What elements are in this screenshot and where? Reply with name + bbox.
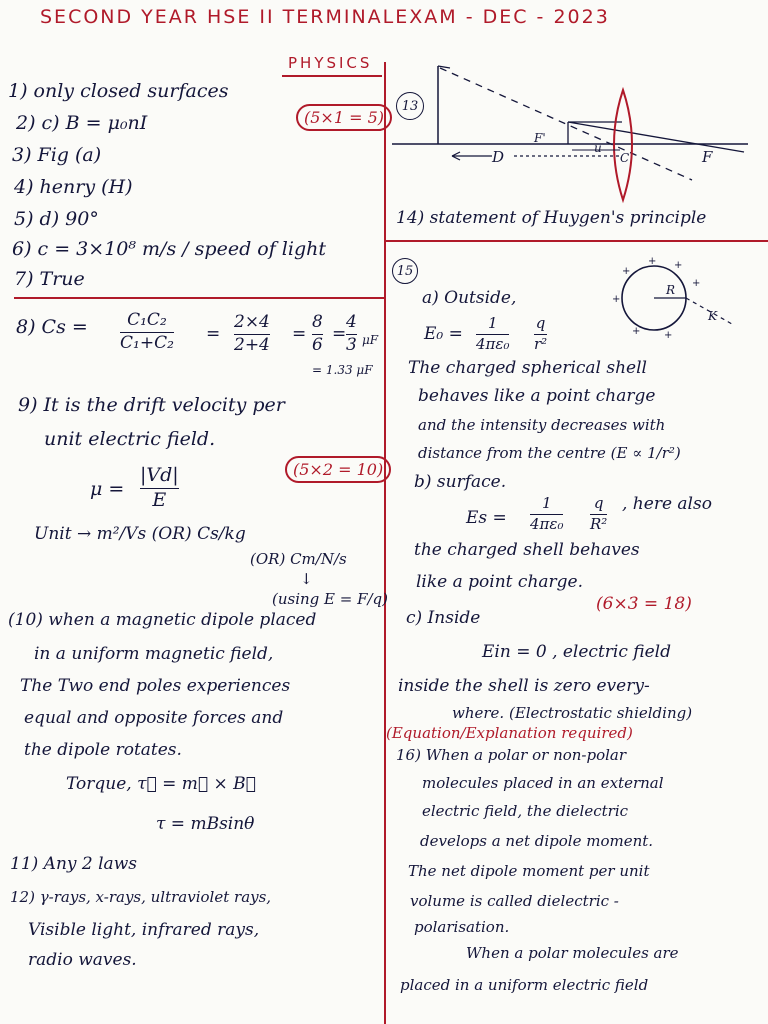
answer-15c-title: c) Inside: [406, 608, 481, 628]
answer-15b-e-symbol: Es =: [466, 508, 507, 528]
d-arrow-head-2: [452, 156, 460, 160]
divider-right-q14: [384, 240, 768, 242]
answer-10-line-4: equal and opposite forces and: [24, 708, 284, 728]
answer-7: 7) True: [14, 268, 85, 290]
answer-15a-title: a) Outside,: [422, 288, 517, 308]
answer-16-line-3: electric field, the dielectric: [422, 802, 629, 820]
label-c: C: [620, 151, 630, 165]
answer-16-line-9: placed in a uniform electric field: [400, 976, 649, 994]
fraction-numerator: |Vd|: [140, 464, 179, 486]
answer-15b-tail: , here also: [622, 494, 712, 514]
answer-11: 11) Any 2 laws: [10, 854, 137, 874]
fraction-denominator: E: [152, 488, 167, 511]
fraction-denominator: C₁+C₂: [120, 332, 174, 353]
answer-8-fraction-4: [346, 314, 357, 355]
answer-15b-line-2: like a point charge.: [416, 572, 583, 592]
answer-8-fraction-3: [312, 314, 323, 355]
answer-15a-line-3: and the intensity decreases with: [418, 416, 666, 434]
answer-15c-line-1: inside the shell is zero every-: [398, 676, 650, 696]
answer-15b-line-1: the charged shell behaves: [414, 540, 640, 560]
mobility-fraction: [140, 466, 179, 511]
fraction-denominator: r²: [534, 334, 548, 353]
answer-16-line-4: develops a net dipole moment.: [420, 832, 654, 850]
column-divider: [384, 62, 386, 1024]
label-u: u: [594, 141, 602, 155]
fraction-numerator: q: [593, 494, 604, 512]
mobility-unit-alt: (OR) Cm/N/s: [250, 550, 347, 568]
answer-12-line-2: Visible light, infrared rays,: [28, 920, 260, 940]
answer-3: 3) Fig (a): [12, 144, 102, 166]
label-f-prime: F': [534, 131, 546, 145]
answer-15b-fraction-1: [530, 496, 563, 533]
answer-9-line-1: 9) It is the drift velocity per: [18, 394, 285, 416]
mobility-using-note: (using E = F/q): [272, 590, 389, 608]
label-f: F: [702, 148, 713, 166]
object-arrowhead: [438, 66, 450, 68]
answer-8-fraction-1: [120, 312, 174, 353]
charged-shell-diagram: [608, 258, 748, 348]
answer-10-line-3: The Two end poles experiences: [20, 676, 291, 696]
divider-left-q7: [14, 297, 384, 299]
plus-sign: +: [692, 278, 701, 289]
answer-8-label: 8) Cs =: [16, 316, 88, 338]
answer-10-line-2: in a uniform magnetic field,: [34, 644, 274, 664]
answer-8-fraction-2: [234, 314, 270, 355]
plus-sign: +: [648, 256, 657, 267]
answer-15a-line-2: behaves like a point charge: [418, 386, 656, 406]
answer-12-line-1: 12) γ-rays, x-rays, ultraviolet rays,: [10, 888, 272, 906]
answer-15b-fraction-2: [590, 496, 607, 533]
answer-15c-eq: Ein = 0 , electric field: [482, 642, 671, 662]
label-d: D: [492, 148, 505, 166]
answer-16-line-7: polarisation.: [414, 918, 510, 936]
fraction-numerator: 8: [312, 312, 323, 332]
answer-12-line-3: radio waves.: [28, 950, 137, 970]
plus-sign: +: [622, 266, 631, 277]
answer-8-result: = 1.33 μF: [312, 363, 373, 377]
answer-1: 1) only closed surfaces: [8, 80, 229, 102]
label-k: K: [708, 309, 717, 323]
fraction-denominator: R²: [590, 514, 608, 533]
torque-scalar-eq: τ = mBsinθ: [156, 814, 255, 834]
answer-15a-line-4: distance from the centre (E ∝ 1/r²): [418, 444, 681, 462]
fraction-denominator: 3: [346, 334, 357, 355]
equals-sign: =: [332, 324, 347, 344]
lens-ray-diagram: [392, 60, 752, 180]
fraction-numerator: 4: [346, 312, 357, 332]
mobility-unit: Unit → m²/Vs (OR) Cs/kg: [34, 524, 246, 544]
answer-2: 2) c) B = μ₀nI: [16, 112, 148, 134]
mobility-symbol: μ =: [90, 478, 125, 500]
fraction-numerator: 1: [487, 314, 498, 332]
incident-ray-dashed: [440, 68, 692, 180]
answer-15a-fraction-1: [476, 316, 509, 353]
fraction-denominator: 4πε₀: [530, 514, 564, 533]
question-15-number: 15: [392, 258, 418, 284]
marks-badge-2: (5×2 = 10): [285, 456, 391, 483]
answer-16-line-2: molecules placed in an external: [422, 774, 664, 792]
answer-15b-title: b) surface.: [414, 472, 507, 492]
answer-16-line-8: When a polar molecules are: [466, 944, 679, 962]
answer-6: 6) c = 3×10⁸ m/s / speed of light: [12, 238, 326, 260]
fraction-numerator: 1: [541, 494, 552, 512]
torque-vector-eq: Torque, τ⃗ = m⃗ × B⃗: [66, 774, 256, 794]
fraction-denominator: 2+4: [234, 334, 270, 355]
answer-15a-line-1: The charged spherical shell: [408, 358, 647, 378]
answer-15c-line-2: where. (Electrostatic shielding): [452, 704, 693, 722]
fraction-numerator: q: [535, 314, 546, 332]
down-arrow: ↓: [300, 570, 313, 588]
fraction-numerator: C₁C₂: [127, 310, 167, 330]
subject-title: PHYSICS: [288, 54, 373, 72]
answer-16-line-1: 16) When a polar or non-polar: [396, 746, 627, 764]
answer-15a-fraction-2: [534, 316, 547, 353]
fraction-numerator: 2×4: [234, 312, 270, 332]
answer-10-line-5: the dipole rotates.: [24, 740, 182, 760]
marks-badge-3: (6×3 = 18): [596, 594, 692, 614]
answer-14: 14) statement of Huygen's principle: [396, 208, 707, 228]
convex-lens: [614, 90, 632, 200]
answer-10-line-1: (10) when a magnetic dipole placed: [8, 610, 317, 630]
plus-sign: +: [632, 326, 641, 337]
underline-subject: [282, 75, 382, 77]
fraction-denominator: 6: [312, 334, 323, 355]
equals-sign: =: [292, 324, 307, 344]
label-r: R: [666, 283, 676, 297]
plus-sign: +: [664, 330, 673, 341]
equals-sign: =: [206, 324, 221, 344]
marks-badge-1: (5×1 = 5): [296, 104, 392, 131]
answer-9-line-2: unit electric field.: [44, 428, 216, 450]
answer-16-line-6: volume is called dielectric -: [410, 892, 619, 910]
plus-sign: +: [674, 260, 683, 271]
d-arrow-head-1: [452, 152, 460, 156]
exam-title: SECOND YEAR HSE II TERMINALEXAM - DEC - 2023: [40, 6, 610, 28]
answer-16-line-5: The net dipole moment per unit: [408, 862, 650, 880]
answer-15a-e-symbol: E₀ =: [424, 324, 463, 344]
fraction-denominator: 4πε₀: [476, 334, 510, 353]
plus-sign: +: [612, 294, 621, 305]
question-13-number: 13: [396, 92, 424, 120]
answer-5: 5) d) 90°: [14, 208, 99, 230]
answer-4: 4) henry (H): [14, 176, 133, 198]
required-note: (Equation/Explanation required): [386, 724, 633, 742]
answer-8-unit: μF: [362, 333, 379, 347]
